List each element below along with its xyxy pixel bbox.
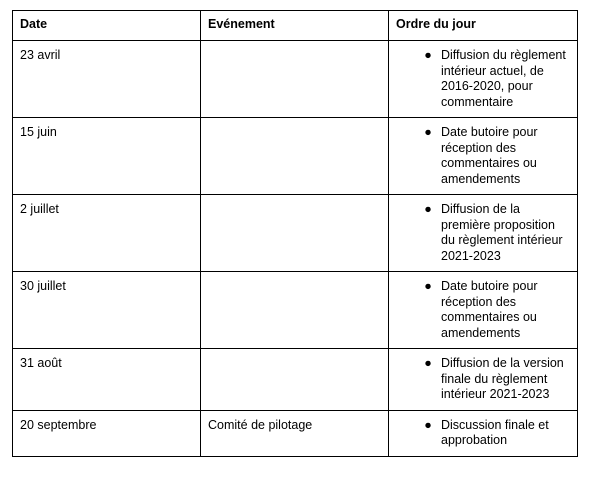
table-row	[13, 195, 578, 272]
agenda-item	[396, 202, 570, 264]
event-cell	[201, 195, 389, 272]
agenda-cell	[389, 195, 578, 272]
table-body	[13, 41, 578, 457]
bullet-icon: ●	[424, 279, 432, 293]
agenda-cell	[389, 272, 578, 349]
agenda-cell	[389, 41, 578, 118]
agenda-list	[396, 279, 570, 341]
header-row	[13, 11, 578, 41]
agenda-text: Diffusion de la première proposition du règlement intérieur 2021-2023	[441, 202, 563, 263]
event-cell	[201, 118, 389, 195]
table-row	[13, 349, 578, 411]
header-date: Date	[13, 11, 201, 41]
agenda-cell	[389, 349, 578, 411]
date-cell: 15 juin	[13, 118, 201, 195]
event-cell: Comité de pilotage	[201, 410, 389, 456]
agenda-text: Date butoire pour réception des commentaires ou amendements	[441, 125, 538, 186]
agenda-item	[396, 125, 570, 187]
table-row	[13, 118, 578, 195]
agenda-list	[396, 356, 570, 403]
agenda-cell	[389, 410, 578, 456]
event-cell	[201, 41, 389, 118]
agenda-text: Diffusion du règlement intérieur actuel, de 2016-2020, pour commentaire	[441, 48, 566, 109]
agenda-list	[396, 48, 570, 110]
date-cell: 20 septembre	[13, 410, 201, 456]
agenda-item	[396, 356, 570, 403]
agenda-item	[396, 418, 570, 449]
table-row	[13, 410, 578, 456]
agenda-item	[396, 279, 570, 341]
agenda-cell	[389, 118, 578, 195]
agenda-list	[396, 202, 570, 264]
date-cell: 2 juillet	[13, 195, 201, 272]
header-agenda: Ordre du jour	[389, 11, 578, 41]
date-cell: 30 juillet	[13, 272, 201, 349]
schedule-table	[12, 10, 578, 457]
event-cell	[201, 272, 389, 349]
agenda-item	[396, 48, 570, 110]
date-cell: 23 avril	[13, 41, 201, 118]
agenda-text: Date butoire pour réception des commentaires ou amendements	[441, 279, 538, 340]
bullet-icon: ●	[424, 125, 432, 139]
bullet-icon: ●	[424, 48, 432, 62]
table-header	[13, 11, 578, 41]
table-row	[13, 272, 578, 349]
date-cell: 31 août	[13, 349, 201, 411]
agenda-list	[396, 418, 570, 449]
agenda-text: Diffusion de la version finale du règlement intérieur 2021-2023	[441, 356, 564, 401]
header-event: Evénement	[201, 11, 389, 41]
bullet-icon: ●	[424, 417, 432, 432]
bullet-icon: ●	[424, 202, 432, 216]
agenda-list	[396, 125, 570, 187]
table-row	[13, 41, 578, 118]
bullet-icon: ●	[424, 356, 432, 370]
event-cell	[201, 349, 389, 411]
agenda-text: Discussion finale et approbation	[441, 417, 549, 447]
